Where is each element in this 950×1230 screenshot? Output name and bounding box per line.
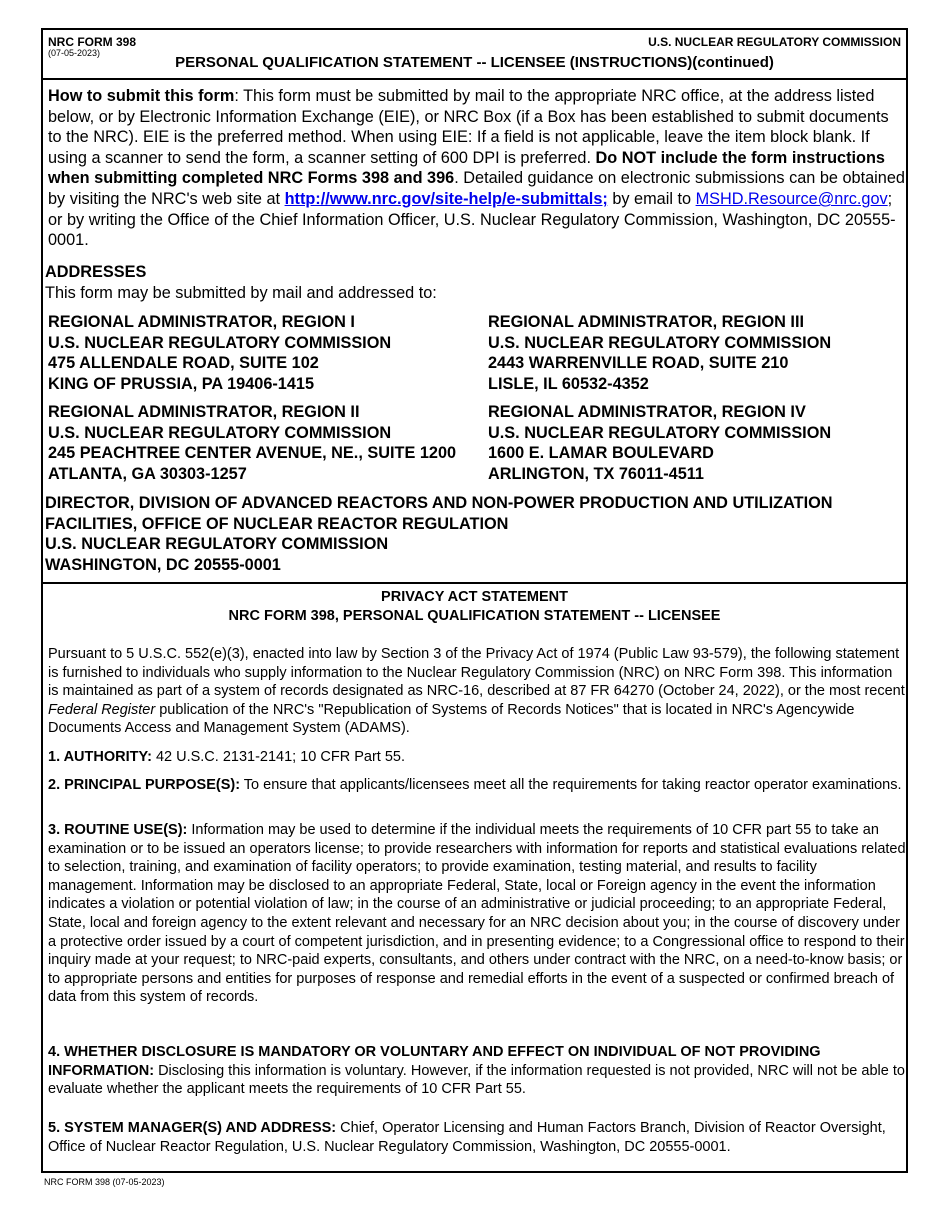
addresses-intro: This form may be submitted by mail and addressed to: xyxy=(45,284,437,302)
how-text-3: by email to xyxy=(607,189,696,208)
item-label: 1. AUTHORITY: xyxy=(48,749,152,765)
address-region-4 xyxy=(488,402,831,484)
form-title: PERSONAL QUALIFICATION STATEMENT -- LICENSEE (INSTRUCTIONS)(continued) xyxy=(175,54,774,71)
item-text: Information may be used to determine if the individual meets the requirements of 10 CFR part 55 to take an examination or to be issued an operators license; to provide researchers with information for reports and statistical evaluations related to selection, training, and examination of facility operators; to provide examination, testing material, and results to facility management. Information may be disclosed to an appropriate Federal, State, local or Foreign agency in the event the information indicates a violation or potential violation of law; in the course of an administrative or judicial proceeding; to an appropriate Federal, State, local and foreign agency to the extent relevant and necessary for an NRC decision about you; in the course of discovery under a protective order issued by a court of competent jurisdiction, and in presenting evidence; to a Congressional office to respond to their inquiry made at your request; to NRC-paid experts, consultants, and others under contract with the NRC, on a need-to-know basis; or to appropriate persons and entities for purposes of response and remedial efforts in the event of a suspected or confirmed breach of data from this system of records. xyxy=(48,822,906,1006)
address-line: LISLE, IL 60532-4352 xyxy=(488,374,649,393)
address-line: ARLINGTON, TX 76011-4511 xyxy=(488,464,704,483)
email-link[interactable]: MSHD.Resource@nrc.gov xyxy=(695,189,888,208)
address-line: 2443 WARRENVILLE ROAD, SUITE 210 xyxy=(488,354,789,373)
address-line: 245 PEACHTREE CENTER AVENUE, NE., SUITE 1200 xyxy=(48,444,457,463)
agency-name: U.S. NUCLEAR REGULATORY COMMISSION xyxy=(648,35,901,49)
address-line: U.S. NUCLEAR REGULATORY COMMISSION xyxy=(488,333,832,352)
address-line: U.S. NUCLEAR REGULATORY COMMISSION xyxy=(45,535,389,554)
address-line: FACILITIES, OFFICE OF NUCLEAR REACTOR REGULATION xyxy=(45,514,509,533)
addresses-heading: ADDRESSES xyxy=(45,263,147,281)
item-text: Disclosing this information is voluntary. However, if the information requested is not provided, NRC will not be able to evaluate whether the applicant meets the requirements of 10 CFR Part 55. xyxy=(48,1062,905,1098)
address-director xyxy=(45,493,833,575)
privacy-item-routine-use xyxy=(48,821,906,1007)
address-region-1 xyxy=(48,312,391,394)
address-line: REGIONAL ADMINISTRATOR, REGION II xyxy=(48,403,360,421)
address-line: WASHINGTON, DC 20555-0001 xyxy=(45,555,281,574)
privacy-subtitle: NRC FORM 398, PERSONAL QUALIFICATION STATEMENT -- LICENSEE xyxy=(228,608,721,624)
address-line: DIRECTOR, DIVISION OF ADVANCED REACTORS AND NON-POWER PRODUCTION AND UTILIZATION xyxy=(45,494,833,512)
form-frame xyxy=(41,28,908,1173)
intro-text-a: Pursuant to 5 U.S.C. 552(e)(3), enacted into law by Section 3 of the Privacy Act of 1974 (Public Law 93-579), the following statement is furnished to individuals who supply information to the Nuclear Regulatory Commission (NRC) on NRC Form 398. This information is maintained as part of a system of records designated as NRC-16, described at 87 FR 64270 (October 24, 2022), or the most recent xyxy=(48,646,905,700)
address-line: KING OF PRUSSIA, PA 19406-1415 xyxy=(48,374,315,393)
form-id: NRC FORM 398 xyxy=(48,35,137,49)
how-text-4: ; or by writing the Office of the Chief Information Officer, U.S. Nuclear Regulatory Commission, Washington, DC 20555-0001. xyxy=(48,189,896,250)
address-line: U.S. NUCLEAR REGULATORY COMMISSION xyxy=(488,423,832,442)
form-header xyxy=(43,30,906,80)
privacy-item-disclosure xyxy=(48,1043,906,1099)
item-text: Chief, Operator Licensing and Human Factors Branch, Division of Reactor Oversight, Office of Nuclear Reactor Regulation, U.S. Nuclear Regulatory Commission, Washington, DC 20555-0001. xyxy=(48,1120,886,1155)
how-to-submit-paragraph xyxy=(48,86,906,251)
item-label: 2. PRINCIPAL PURPOSE(S): xyxy=(48,777,241,793)
address-line: U.S. NUCLEAR REGULATORY COMMISSION xyxy=(48,423,392,442)
page-footer: NRC FORM 398 (07-05-2023) xyxy=(44,1177,165,1187)
submission-section xyxy=(43,80,906,584)
e-submittals-link[interactable]: http://www.nrc.gov/site-help/e-submittals; xyxy=(284,189,608,208)
address-line: U.S. NUCLEAR REGULATORY COMMISSION xyxy=(48,333,392,352)
item-label: 5. SYSTEM MANAGER(S) AND ADDRESS: xyxy=(48,1120,337,1136)
address-line: ATLANTA, GA 30303-1257 xyxy=(48,464,247,483)
address-region-2 xyxy=(48,402,456,484)
privacy-item-system-manager xyxy=(48,1119,906,1156)
address-line: REGIONAL ADMINISTRATOR, REGION IV xyxy=(488,403,806,421)
how-to-submit-heading: How to submit this form xyxy=(48,87,235,105)
privacy-intro xyxy=(48,645,906,738)
item-text: To ensure that applicants/licensees meet all the requirements for taking reactor operator examinations. xyxy=(240,777,902,793)
item-label: 4. WHETHER DISCLOSURE IS MANDATORY OR VOLUNTARY AND EFFECT ON INDIVIDUAL OF NOT PROVIDING INFORMATION: xyxy=(48,1044,821,1079)
address-line: REGIONAL ADMINISTRATOR, REGION III xyxy=(488,313,804,331)
bold-notice: Do NOT include the form instructions when submitting completed NRC Forms 398 and 396 xyxy=(48,148,885,188)
privacy-item-authority xyxy=(48,748,906,767)
privacy-title: PRIVACY ACT STATEMENT xyxy=(381,589,568,605)
how-text-2: . Detailed guidance on electronic submissions can be obtained by visiting the NRC's web site at xyxy=(48,169,905,208)
item-text: 42 U.S.C. 2131-2141; 10 CFR Part 55. xyxy=(151,749,405,765)
address-line: REGIONAL ADMINISTRATOR, REGION I xyxy=(48,313,355,331)
item-label: 3. ROUTINE USE(S): xyxy=(48,822,188,838)
how-text-1: : This form must be submitted by mail to the appropriate NRC office, at the address listed below, or by Electronic Information Exchange (EIE), or NRC Box (if a Box has been established to submit documents to the NRC). EIE is the preferred method. When using EIE: If a field is not applicable, leave the item block blank. If using a scanner to send the form, a scanner setting of 600 DPI is preferred. xyxy=(48,87,889,167)
address-region-3 xyxy=(488,312,831,394)
intro-italic: Federal Register xyxy=(48,701,156,718)
address-line: 475 ALLENDALE ROAD, SUITE 102 xyxy=(48,354,319,373)
intro-text-b: publication of the NRC's "Republication of Systems of Records Notices" that is located in NRC's Agencywide Documents Access and Management System (ADAMS). xyxy=(48,701,855,737)
form-revision: (07-05-2023) xyxy=(48,48,101,58)
privacy-item-purpose xyxy=(48,776,906,795)
address-line: 1600 E. LAMAR BOULEVARD xyxy=(488,444,714,463)
